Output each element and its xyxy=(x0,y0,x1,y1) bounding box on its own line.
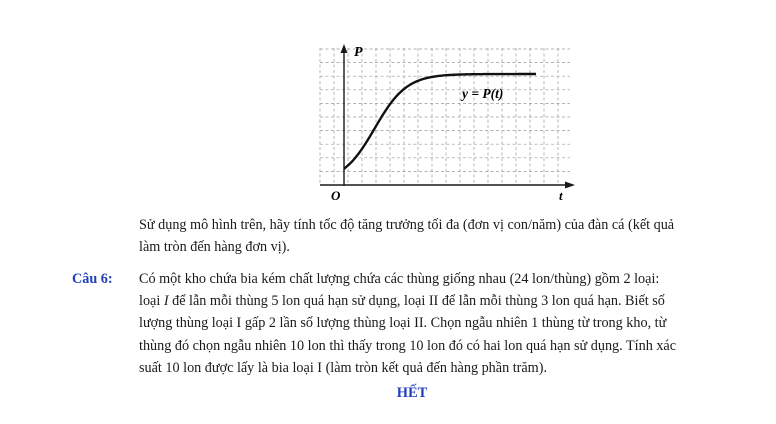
question6-text xyxy=(139,268,751,379)
logistic-curve xyxy=(344,74,536,169)
text-fragment: loại xyxy=(139,293,164,310)
text-line: Có một kho chứa bia kém chất lượng chứa các thùng giống nhau (24 lon/thùng) gồm 2 loại: xyxy=(139,271,660,287)
question-label: Câu 6: xyxy=(72,271,113,287)
y-axis-label: P xyxy=(354,45,363,60)
curve-label: y = P(t) xyxy=(462,86,504,101)
text-line: lượng thùng loại I gấp 2 lần số lượng thùng loại II. Chọn ngẫu nhiên 1 thùng từ trong kho, từ xyxy=(139,315,667,332)
text-line xyxy=(139,290,751,312)
x-axis-label: t xyxy=(559,188,563,203)
logistic-graph xyxy=(300,36,590,206)
text-line: thùng đó chọn ngẫu nhiên 10 lon thì thấy trong 10 lon đó có hai lon quá hạn sử dụng. Tính xác xyxy=(139,337,677,354)
logistic-growth-figure xyxy=(300,36,590,206)
text-line: Sử dụng mô hình trên, hãy tính tốc độ tăng trưởng tối đa (đơn vị con/năm) của đàn cá (kết quả xyxy=(139,217,675,233)
origin-label: O xyxy=(331,188,341,203)
x-axis-arrow xyxy=(565,182,575,189)
roman-numeral: I xyxy=(163,293,169,310)
y-axis-arrow xyxy=(341,44,348,53)
grid-lines xyxy=(320,48,570,185)
text-line: làm tròn đến hàng đơn vị). xyxy=(139,239,290,256)
text-line: suất 10 lon được lấy là bia loại I (làm tròn kết quả đến hàng phần trăm). xyxy=(139,359,547,376)
text-fragment: để lẫn mỗi thùng 5 lon quá hạn sử dụng, loại II để lẫn mỗi thùng 3 lon quá hạn. Biết số xyxy=(168,293,665,310)
end-marker: HẾT xyxy=(396,385,428,401)
question5-conclusion xyxy=(139,214,751,258)
